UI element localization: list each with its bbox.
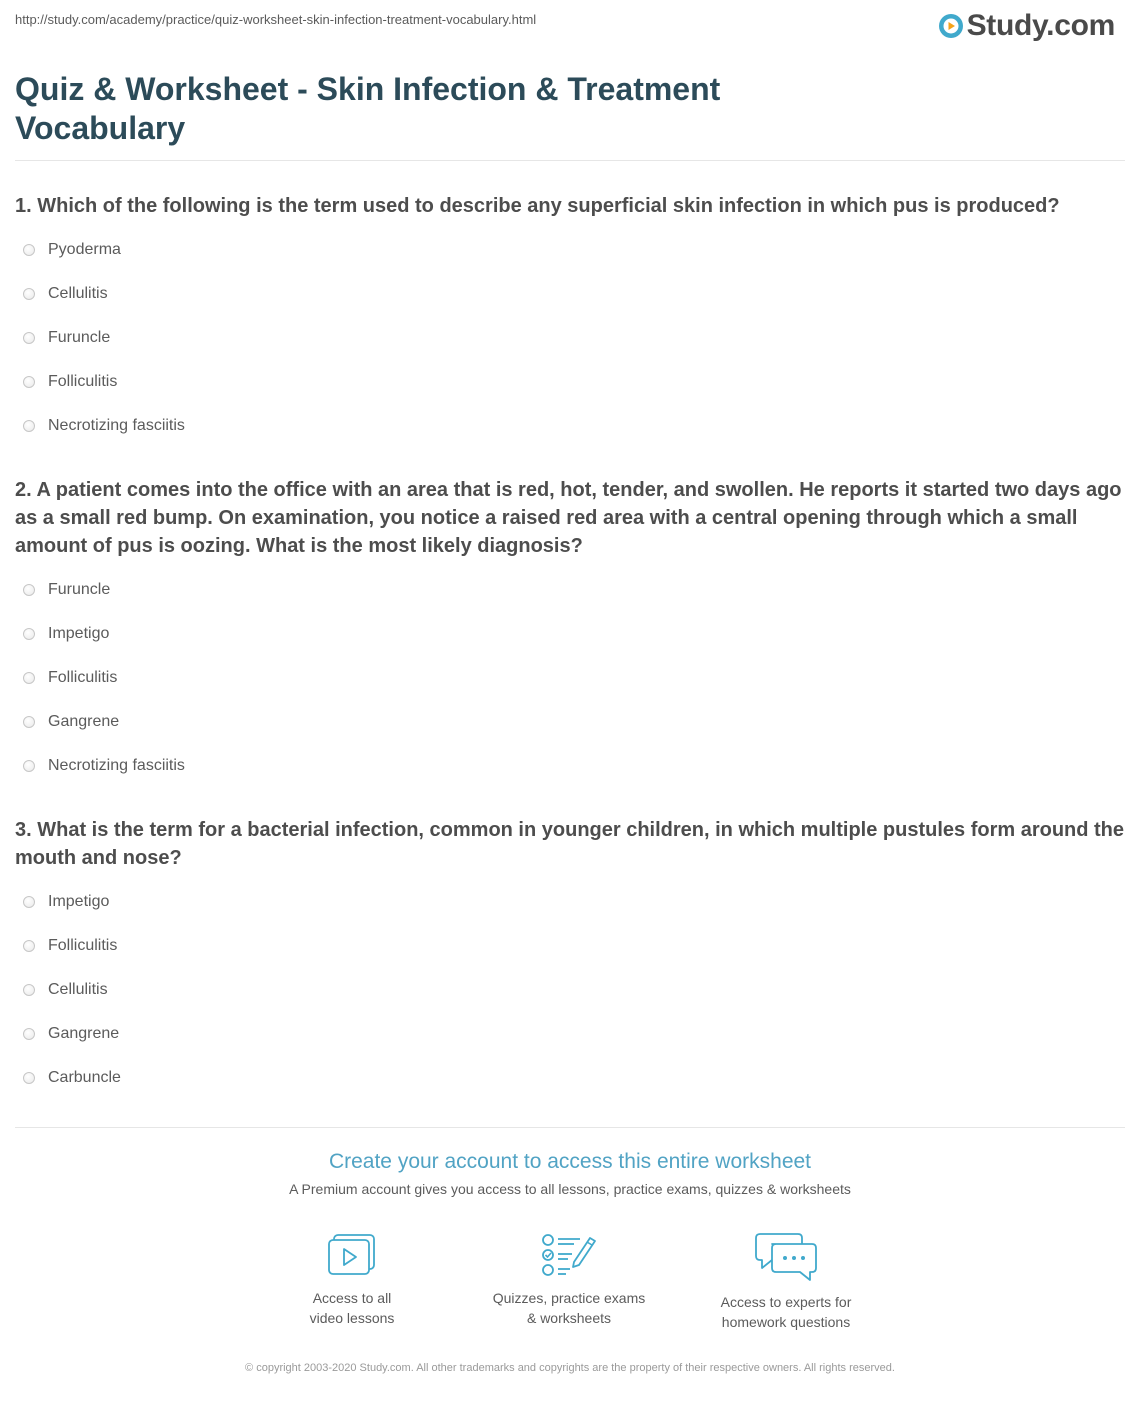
feature-experts: [686, 1232, 886, 1332]
header-bar: [15, 9, 1125, 42]
radio-button[interactable]: [23, 244, 35, 256]
question-3-choices: [23, 892, 623, 1112]
question-2-choices: [23, 580, 623, 800]
choice-label: Furuncle: [48, 329, 111, 346]
choice-label: Necrotizing fasciitis: [48, 757, 185, 774]
feature-label-line: & worksheets: [526, 1310, 612, 1326]
radio-button[interactable]: [23, 420, 35, 432]
answer-choice[interactable]: [23, 668, 623, 712]
answer-choice[interactable]: [23, 756, 623, 800]
answer-choice[interactable]: [23, 328, 623, 372]
choice-label: Cellulitis: [48, 981, 108, 998]
quiz-checklist-icon: [540, 1232, 598, 1278]
question-3-text: 3. What is the term for a bacterial infection, common in younger children, in which multiple pustules form around the mouth and nose?: [15, 819, 1125, 869]
feature-label-line: Access to experts for: [720, 1294, 852, 1310]
answer-choice[interactable]: [23, 712, 623, 756]
answer-choice[interactable]: [23, 372, 623, 416]
answer-choice[interactable]: [23, 240, 623, 284]
studycom-logo[interactable]: [938, 8, 1115, 44]
choice-label: Necrotizing fasciitis: [48, 417, 185, 434]
radio-button[interactable]: [23, 672, 35, 684]
feature-label: [686, 1292, 886, 1332]
choice-label: Gangrene: [48, 713, 120, 730]
title-divider: [15, 160, 1125, 161]
feature-label-line: Quizzes, practice exams: [492, 1290, 646, 1306]
question-1-text: 1. Which of the following is the term used to describe any superficial skin infection in which pus is produced?: [15, 195, 1060, 217]
radio-button[interactable]: [23, 1072, 35, 1084]
answer-choice[interactable]: [23, 980, 623, 1024]
cta-divider: [15, 1127, 1125, 1128]
answer-choice[interactable]: [23, 936, 623, 980]
radio-button[interactable]: [23, 1028, 35, 1040]
answer-choice[interactable]: [23, 580, 623, 624]
feature-label: [469, 1288, 669, 1328]
feature-label: [252, 1288, 452, 1328]
feature-label-line: homework questions: [721, 1314, 851, 1330]
answer-choice[interactable]: [23, 1024, 623, 1068]
radio-button[interactable]: [23, 628, 35, 640]
logo-text: Study.com: [966, 9, 1115, 42]
feature-label-line: Access to all: [312, 1290, 392, 1306]
video-icon: [326, 1232, 378, 1278]
radio-button[interactable]: [23, 984, 35, 996]
feature-video-lessons: [252, 1232, 452, 1328]
choice-label: Impetigo: [48, 893, 110, 910]
question-2-text: 2. A patient comes into the office with an area that is red, hot, tender, and swollen. He reports it started two days ago as a small red bump. On examination, you notice a raised red area with a central opening through which a small amount of pus is oozing. What is the most likely diagnosis?: [15, 479, 1122, 557]
radio-button[interactable]: [23, 940, 35, 952]
radio-button[interactable]: [23, 760, 35, 772]
choice-label: Furuncle: [48, 581, 111, 598]
answer-choice[interactable]: [23, 416, 623, 460]
choice-label: Carbuncle: [48, 1069, 121, 1086]
choice-label: Folliculitis: [48, 669, 118, 686]
choice-label: Folliculitis: [48, 937, 118, 954]
answer-choice[interactable]: [23, 624, 623, 668]
copyright-notice: © copyright 2003-2020 Study.com. All other trademarks and copyrights are the property of their respective owners. All rights reserved.: [245, 1362, 895, 1374]
answer-choice[interactable]: [23, 892, 623, 936]
question-1-choices: [23, 240, 623, 460]
radio-button[interactable]: [23, 332, 35, 344]
radio-button[interactable]: [23, 288, 35, 300]
play-logo-icon: [938, 13, 964, 39]
choice-label: Gangrene: [48, 1025, 120, 1042]
radio-button[interactable]: [23, 376, 35, 388]
page-title: Quiz & Worksheet - Skin Infection & Treatment Vocabulary: [15, 71, 721, 146]
feature-label-line: video lessons: [309, 1310, 395, 1326]
choice-label: Impetigo: [48, 625, 110, 642]
answer-choice[interactable]: [23, 1068, 623, 1112]
radio-button[interactable]: [23, 896, 35, 908]
page-url: http://study.com/academy/practice/quiz-worksheet-skin-infection-treatment-vocabulary.html: [15, 12, 537, 27]
radio-button[interactable]: [23, 716, 35, 728]
cta-title-link[interactable]: Create your account to access this entire worksheet: [328, 1150, 812, 1173]
choice-label: Pyoderma: [48, 241, 121, 258]
answer-choice[interactable]: [23, 284, 623, 328]
choice-label: Cellulitis: [48, 285, 108, 302]
chat-bubbles-icon: [754, 1232, 818, 1282]
cta-subtitle: A Premium account gives you access to all lessons, practice exams, quizzes & worksheets: [289, 1181, 851, 1197]
feature-quizzes: [469, 1232, 669, 1328]
choice-label: Folliculitis: [48, 373, 118, 390]
radio-button[interactable]: [23, 584, 35, 596]
